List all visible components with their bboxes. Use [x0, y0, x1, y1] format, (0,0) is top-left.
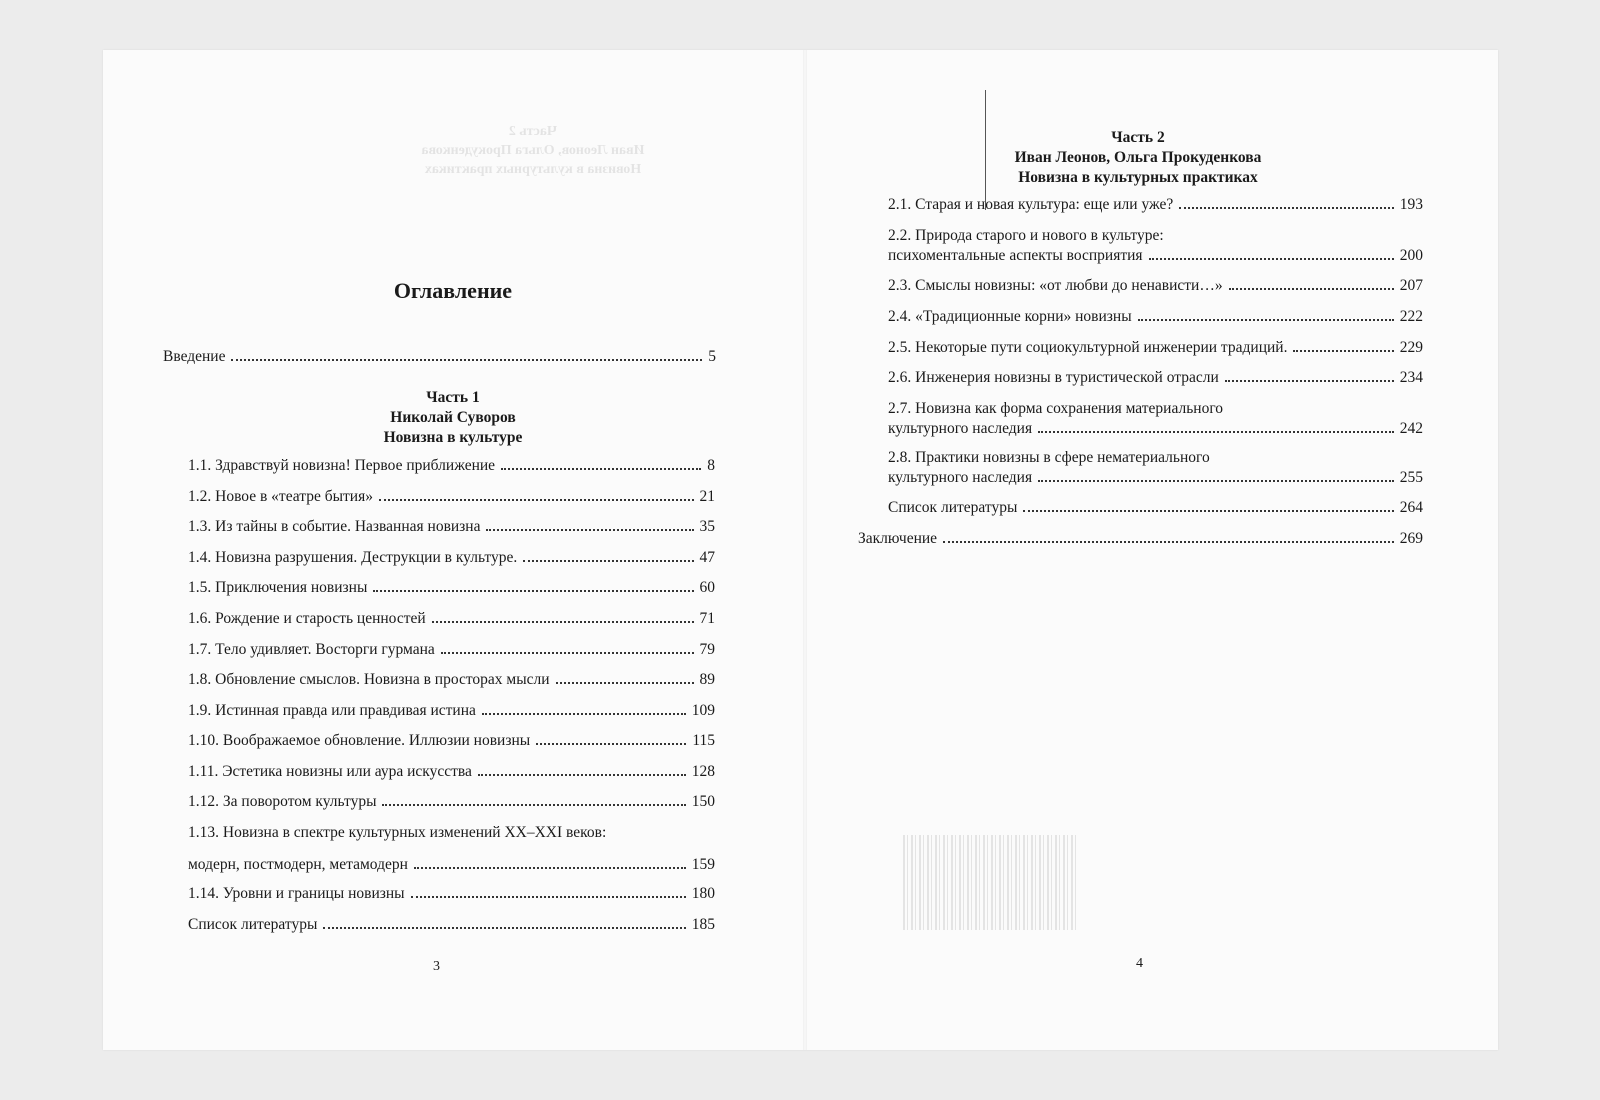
dot-leader: [486, 529, 693, 531]
toc-entry-title: 2.2. Природа старого и нового в культуре:: [888, 227, 1164, 244]
toc-entry: [888, 195, 1423, 215]
toc-entry-title: 1.4. Новизна разрушения. Деструкции в культуре.: [188, 549, 518, 566]
toc-entry: [888, 399, 1423, 439]
toc-entry: [188, 762, 715, 782]
toc-entry-page: 47: [699, 549, 715, 566]
toc-entry-title: Введение: [163, 348, 226, 365]
toc-entry-page: 193: [1399, 196, 1423, 213]
toc-entry: [188, 609, 715, 629]
dot-leader: [1225, 380, 1394, 382]
toc-entry: [888, 307, 1423, 327]
dot-leader: [414, 867, 686, 869]
toc-entry-page: 185: [691, 916, 715, 933]
toc-entry-title: 2.5. Некоторые пути социокультурной инженерии традиций.: [888, 339, 1288, 356]
show-through-text: Часть 2 Иван Леонов, Ольга Прокуденкова Новизна в культурных практиках: [421, 124, 645, 177]
dot-leader: [1149, 258, 1394, 260]
toc-entry: [188, 915, 715, 935]
toc-entry-title: 1.2. Новое в «театре бытия»: [188, 488, 373, 505]
toc-entry-page: 255: [1399, 469, 1423, 486]
toc-entry-title: 2.8. Практики новизны в сфере нематериального: [888, 449, 1210, 466]
toc-entry: [188, 456, 715, 476]
toc-entry-page: 5: [708, 348, 716, 365]
toc-entry-title: 1.10. Воображаемое обновление. Иллюзии новизны: [188, 732, 531, 749]
toc-entry-page: 71: [699, 610, 715, 627]
toc-entry-title: 1.12. За поворотом культуры: [188, 793, 377, 810]
toc-entry-title-continued: модерн, постмодерн, метамодерн: [188, 856, 408, 873]
toc-entry-page: 109: [691, 702, 715, 719]
part-label: Часть 1: [426, 389, 480, 406]
toc-entry-title: 2.7. Новизна как форма сохранения материального: [888, 400, 1224, 417]
toc-entry: [888, 226, 1423, 266]
toc-entry-title: 2.1. Старая и новая культура: еще или уже?: [888, 196, 1174, 213]
toc-entry: [888, 276, 1423, 296]
toc-entry-title: 2.6. Инженерия новизны в туристической отрасли: [888, 369, 1219, 386]
toc-entry: [188, 731, 715, 751]
toc-entry-page: 200: [1399, 247, 1423, 264]
dot-leader: [523, 560, 693, 562]
page-number: 3: [433, 959, 440, 974]
toc-entry-title: 2.4. «Традиционные корни» новизны: [888, 308, 1132, 325]
toc-entry-title: 2.3. Смыслы новизны: «от любви до ненависти…»: [888, 277, 1223, 294]
toc-entry-page: 150: [691, 793, 715, 810]
toc-entry: [888, 368, 1423, 388]
toc-entry-title: 1.9. Истинная правда или правдивая истина: [188, 702, 476, 719]
toc-entry-page: 159: [691, 856, 715, 873]
toc-entry: [888, 338, 1423, 358]
toc-entry-title: 1.14. Уровни и границы новизны: [188, 885, 405, 902]
dot-leader: [231, 359, 702, 361]
dot-leader: [943, 541, 1394, 543]
part-author: Иван Леонов, Ольга Прокуденкова: [1014, 149, 1262, 166]
toc-entry-title: 1.8. Обновление смыслов. Новизна в просторах мысли: [188, 671, 550, 688]
toc-entry-page: 269: [1399, 530, 1423, 547]
dot-leader: [536, 743, 686, 745]
dot-leader: [1179, 207, 1393, 209]
toc-entry-page: 21: [699, 488, 715, 505]
part-author: Николай Суворов: [390, 409, 516, 426]
show-through-barcode: [903, 835, 1078, 930]
dot-leader: [1023, 510, 1393, 512]
toc-entry-page: 234: [1399, 369, 1423, 386]
dot-leader: [501, 468, 701, 470]
toc-entry-page: 8: [707, 457, 715, 474]
toc-entry-title: Заключение: [858, 530, 938, 547]
toc-entry-title: Список литературы: [888, 499, 1018, 516]
part-label: Часть 2: [1111, 129, 1165, 146]
page-title: Оглавление: [393, 278, 513, 303]
toc-entry-title: 1.13. Новизна в спектре культурных изменений XX–XXI веков:: [188, 824, 607, 841]
dot-leader: [323, 927, 685, 929]
dot-leader: [482, 713, 686, 715]
toc-entry-title: 1.5. Приключения новизны: [188, 579, 368, 596]
toc-entry-title-continued: культурного наследия: [888, 420, 1033, 437]
dot-leader: [556, 682, 694, 684]
toc-entry-title: Список литературы: [188, 916, 318, 933]
toc-entry-page: 35: [699, 518, 715, 535]
left-page: [103, 50, 803, 1050]
part-title: Новизна в культуре: [383, 429, 523, 446]
dot-leader: [379, 499, 694, 501]
toc-entry: [188, 792, 715, 812]
dot-leader: [1038, 480, 1394, 482]
toc-entry: [188, 701, 715, 721]
toc-entry: [888, 448, 1423, 488]
toc-entry-title: 1.7. Тело удивляет. Восторги гурмана: [188, 641, 435, 658]
dot-leader: [1229, 288, 1394, 290]
toc-entry: [188, 548, 715, 568]
toc-entry: [188, 670, 715, 690]
dot-leader: [478, 774, 686, 776]
dot-leader: [432, 621, 694, 623]
toc-entry: [888, 498, 1423, 518]
toc-entry-title-continued: психоментальные аспекты восприятия: [888, 247, 1143, 264]
right-page: [803, 50, 1498, 1050]
dot-leader: [1138, 319, 1394, 321]
toc-entry: [188, 517, 715, 537]
toc-entry-page: 222: [1399, 308, 1423, 325]
toc-entry-page: 229: [1399, 339, 1423, 356]
toc-entry-title: 1.6. Рождение и старость ценностей: [188, 610, 426, 627]
dot-leader: [441, 652, 694, 654]
dot-leader: [411, 896, 686, 898]
toc-entry-page: 207: [1399, 277, 1423, 294]
toc-entry-page: 115: [692, 732, 715, 749]
toc-entry-intro: [163, 347, 716, 367]
dot-leader: [382, 804, 685, 806]
toc-entry-title: 1.1. Здравствуй новизна! Первое приближение: [188, 457, 496, 474]
toc-entry-page: 79: [699, 641, 715, 658]
toc-entry-title-continued: культурного наследия: [888, 469, 1033, 486]
toc-entry-page: 128: [691, 763, 715, 780]
toc-entry-title: 1.3. Из тайны в событие. Названная новизна: [188, 518, 481, 535]
toc-entry-page: 60: [699, 579, 715, 596]
toc-entry-page: 89: [699, 671, 715, 688]
toc-entry-page: 180: [691, 885, 715, 902]
page-number: 4: [1136, 956, 1143, 971]
toc-entry: [188, 823, 715, 875]
toc-entry: [188, 640, 715, 660]
toc-entry-page: 242: [1399, 420, 1423, 437]
toc-entry: [188, 578, 715, 598]
toc-entry: [188, 487, 715, 507]
dot-leader: [1038, 431, 1394, 433]
toc-entry-conclusion: [858, 529, 1423, 549]
dot-leader: [373, 590, 693, 592]
toc-entry-title: 1.11. Эстетика новизны или аура искусства: [188, 763, 472, 780]
toc-entry-page: 264: [1399, 499, 1423, 516]
part-heading: [983, 128, 1293, 188]
part-heading: [223, 388, 683, 448]
book-spread: [103, 50, 1498, 1050]
dot-leader: [1293, 350, 1393, 352]
part-title: Новизна в культурных практиках: [1018, 169, 1258, 186]
toc-entry: [188, 884, 715, 904]
